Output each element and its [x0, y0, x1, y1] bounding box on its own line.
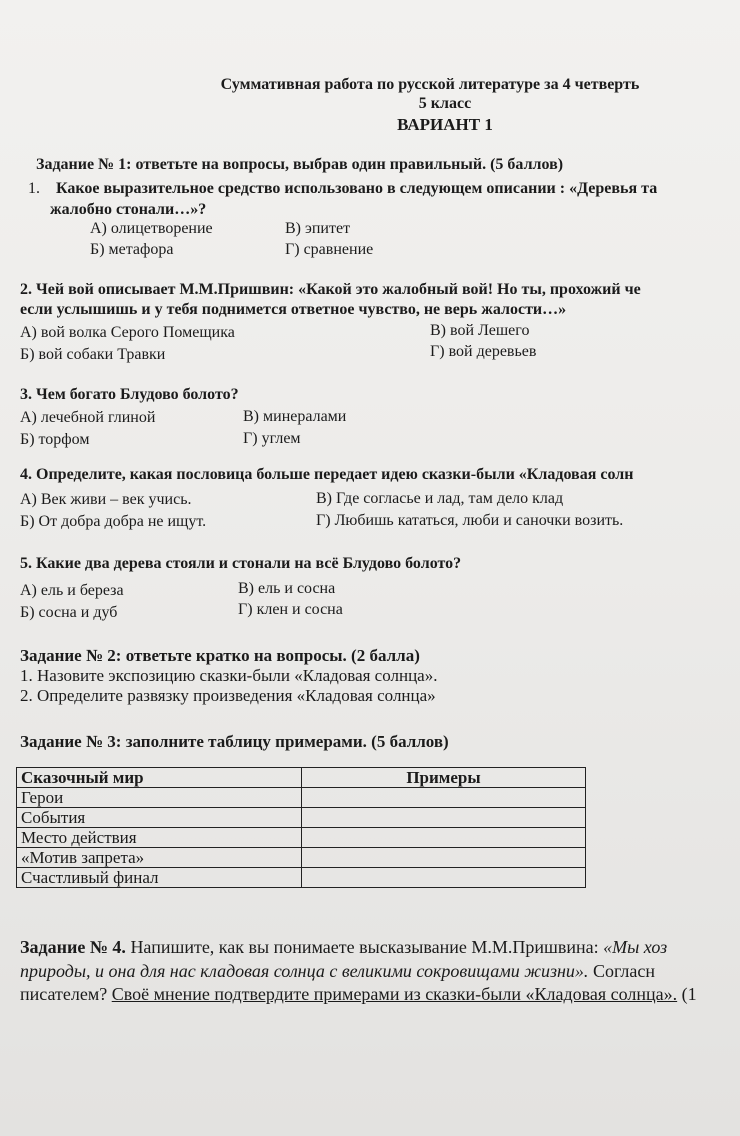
- q1-number: 1.: [28, 180, 40, 197]
- table-header-row: [17, 768, 586, 788]
- task4-question-start: Согласн: [592, 961, 656, 981]
- task4-heading: Задание № 4.: [20, 937, 126, 957]
- task4-line2: [20, 962, 655, 980]
- task4-line3: [20, 985, 697, 1003]
- table-row-label: Счастливый финал: [17, 868, 302, 888]
- table-answer-cell[interactable]: [302, 808, 586, 828]
- table-answer-cell[interactable]: [302, 788, 586, 808]
- task2-question2: 2. Определите развязку произведения «Кладовая солнца»: [20, 686, 436, 705]
- q1-text-line1: Какое выразительное средство использовано в следующем описании : «Деревья та: [56, 180, 658, 197]
- task1-heading: Задание № 1: ответьте на вопросы, выбрав один правильный. (5 баллов): [36, 156, 564, 173]
- table-row: [17, 828, 586, 848]
- q1-option-g: Г) сравнение: [285, 241, 374, 258]
- q1-option-b: Б) метафора: [90, 241, 174, 258]
- q3-option-v: В) минералами: [243, 408, 347, 425]
- task4-points: (1: [681, 984, 697, 1004]
- q4-option-v: В) Где согласье и лад, там дело клад: [316, 490, 564, 507]
- q5-option-g: Г) клен и сосна: [238, 601, 343, 618]
- table-header-cell: Примеры: [302, 768, 586, 788]
- q5-option-v: В) ель и сосна: [238, 580, 336, 597]
- q2-option-b: Б) вой собаки Травки: [20, 346, 166, 363]
- task3-heading: Задание № 3: заполните таблицу примерами. (5 баллов): [20, 732, 449, 751]
- variant-label: ВАРИАНТ 1: [397, 115, 493, 134]
- table-answer-cell[interactable]: [302, 868, 586, 888]
- worksheet-title: Суммативная работа по русской литературе за 4 четверть: [220, 76, 640, 93]
- table-header-cell: Сказочный мир: [17, 768, 302, 788]
- q4-text: 4. Определите, какая пословица больше передает идею сказки-были «Кладовая солн: [20, 466, 634, 483]
- table-row-label: «Мотив запрета»: [17, 848, 302, 868]
- q1-text-line2: жалобно стонали…»?: [50, 201, 207, 218]
- task2-heading: Задание № 2: ответьте кратко на вопросы. (2 балла): [20, 646, 420, 665]
- q3-option-a: А) лечебной глиной: [20, 409, 156, 426]
- q4-option-a: А) Век живи – век учись.: [20, 491, 192, 508]
- task4-question-end: писателем?: [20, 984, 108, 1004]
- table-answer-cell[interactable]: [302, 848, 586, 868]
- table-row-label: События: [17, 808, 302, 828]
- q5-option-a: А) ель и береза: [20, 582, 124, 599]
- q1-option-a: А) олицетворение: [90, 220, 213, 237]
- q2-option-g: Г) вой деревьев: [430, 343, 537, 360]
- task4-underlined-instruction: Своё мнение подтвердите примерами из сказки-были «Кладовая солнца».: [111, 984, 678, 1004]
- task4-quote-continued: природы, и она для нас кладовая солнца с великими сокровищами жизни».: [20, 961, 589, 981]
- task4-line1: [20, 938, 667, 956]
- table-answer-cell[interactable]: [302, 828, 586, 848]
- q4-option-g: Г) Любишь кататься, люби и саночки возить.: [316, 512, 624, 529]
- q2-option-a: А) вой волка Серого Помещика: [20, 324, 235, 341]
- q5-option-b: Б) сосна и дуб: [20, 604, 118, 621]
- examples-table: [16, 767, 586, 888]
- table-row: [17, 868, 586, 888]
- q5-text: 5. Какие два дерева стояли и стонали на всё Блудово болото?: [20, 555, 462, 572]
- task4-quote-start: «Мы хоз: [603, 937, 668, 957]
- q2-option-v: В) вой Лешего: [430, 322, 530, 339]
- q3-option-b: Б) торфом: [20, 431, 90, 448]
- grade-label: 5 класс: [418, 95, 472, 112]
- task4-instruction: Напишите, как вы понимаете высказывание М.М.Пришвина:: [130, 937, 599, 957]
- table-row-label: Герои: [17, 788, 302, 808]
- q2-text-line2: если услышишь и у тебя поднимется ответное чувство, не верь жалости…»: [20, 301, 567, 318]
- q3-option-g: Г) углем: [243, 430, 301, 447]
- q3-text: 3. Чем богато Блудово болото?: [20, 386, 239, 403]
- table-row: [17, 808, 586, 828]
- table-row: [17, 848, 586, 868]
- task2-question1: 1. Назовите экспозицию сказки-были «Кладовая солнца».: [20, 666, 438, 685]
- q4-option-b: Б) От добра добра не ищут.: [20, 513, 207, 530]
- q1-option-v: В) эпитет: [285, 220, 351, 237]
- q2-text-line1: 2. Чей вой описывает М.М.Пришвин: «Какой это жалобный вой! Но ты, прохожий че: [20, 281, 641, 298]
- table-row: [17, 788, 586, 808]
- table-row-label: Место действия: [17, 828, 302, 848]
